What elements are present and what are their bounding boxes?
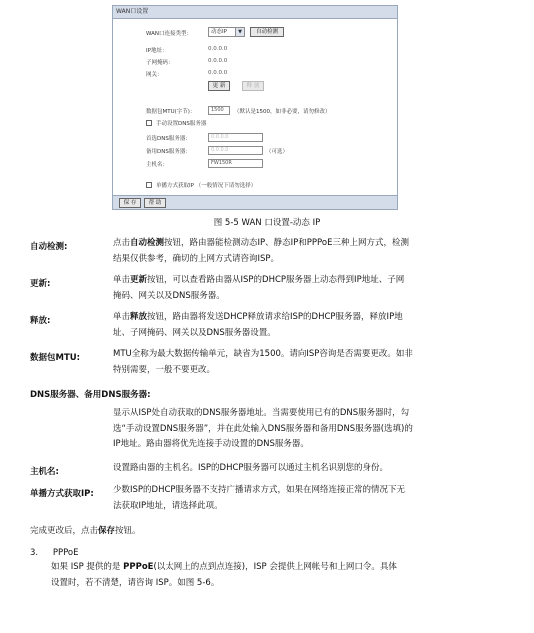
section-line1-pre: 如果 ISP 提供的是	[51, 562, 124, 572]
save-button[interactable]: 保 存	[119, 198, 141, 208]
unicast-label: 单播方式获取IP （一般情况下请勿选择）	[156, 183, 257, 189]
release-desc	[113, 310, 483, 341]
optional-hint: （可选）	[266, 149, 289, 155]
hostname-label: 主机名：	[146, 162, 169, 168]
dns-term: DNS服务器、备用DNS服务器:	[30, 390, 151, 400]
mtu-term: 数据包MTU:	[30, 353, 81, 363]
mtu-line2: 特别需要，一般不要更改。	[113, 364, 216, 375]
screenshot-title: WAN口设置	[113, 6, 397, 19]
dns-line2: 选“手动设置DNS服务器”，并在此处输入DNS服务器和备用DNS服务器(选填)的	[113, 423, 413, 434]
primary-dns-input[interactable]: 0.0.0.0	[208, 133, 263, 142]
section-line2: 设置时，若不清楚，请咨询 ISP。如图 5-6。	[51, 577, 220, 588]
mtu-line1: MTU全称为最大数据传输单元，缺省为1500。请向ISP咨询是否需要更改。如非	[113, 349, 413, 359]
renew-desc	[113, 273, 483, 304]
unicast-term: 单播方式获取IP:	[30, 489, 94, 499]
secondary-dns-input[interactable]: 0.0.0.0	[208, 146, 263, 155]
renew-button[interactable]: 更 新	[208, 81, 230, 91]
manual-dns-label: 手动设置DNS服务器	[156, 121, 207, 127]
finish-line	[30, 524, 141, 536]
release-button[interactable]: 释 放	[242, 81, 264, 91]
hostname-desc	[113, 461, 483, 477]
hostname-input[interactable]: FW150R	[208, 159, 263, 168]
unicast-checkbox[interactable]	[146, 182, 152, 188]
renew-line1: 按钮，可以查看路由器从ISP的DHCP服务器上动态得到IP地址、子网	[147, 275, 405, 285]
unicast-desc	[113, 483, 483, 514]
dns-desc	[113, 406, 483, 453]
gateway-label: 网关：	[146, 72, 163, 78]
conn-type-value: 动态IP	[211, 29, 227, 35]
auto-detect-desc	[113, 236, 483, 267]
renew-term: 更新:	[30, 279, 51, 289]
ip-label: IP地址：	[146, 48, 168, 54]
secondary-dns-label: 备用DNS服务器：	[146, 149, 191, 155]
mtu-desc	[113, 347, 483, 378]
chevron-down-icon: ▼	[235, 28, 244, 36]
release-line2: 址、子网掩码、网关以及DNS服务器设置。	[113, 327, 276, 338]
wan-settings-screenshot	[112, 5, 398, 210]
section-number: 3.	[30, 548, 39, 558]
release-line1: 按钮，路由器将发送DHCP释放请求给ISP的DHCP服务器，释放IP地	[147, 312, 403, 322]
hostname-term: 主机名:	[30, 467, 59, 477]
auto-detect-line1: 按钮，路由器能检测动态IP、静态IP和PPPoE三种上网方式，检测	[164, 238, 409, 248]
auto-detect-term: 自动检测:	[30, 242, 68, 252]
unicast-line1: 少数ISP的DHCP服务器不支持广播请求方式，如果在网络连接正常的情况下无	[113, 485, 406, 495]
finish-pre: 完成更改后，点击	[30, 526, 99, 536]
ip-value: 0.0.0.0	[208, 46, 228, 52]
mtu-input[interactable]: 1500	[208, 106, 230, 115]
release-pre: 单击	[113, 312, 131, 322]
mtu-hint: （默认是1500，如非必要，请勿修改）	[234, 109, 331, 115]
section-title: PPPoE	[52, 548, 79, 558]
release-bold: 释放	[130, 312, 148, 322]
section-line1-bold: PPPoE	[123, 562, 154, 572]
dns-line3: IP地址。路由器将优先连接手动设置的DNS服务器。	[113, 439, 309, 449]
section-heading	[30, 548, 78, 558]
auto-detect-bold: 自动检测	[130, 238, 165, 248]
mtu-label: 数据包MTU(字节)：	[146, 109, 196, 115]
renew-bold: 更新	[130, 275, 148, 285]
auto-detect-button[interactable]: 自动检测	[250, 27, 284, 37]
renew-pre: 单击	[113, 275, 131, 285]
finish-post: 按钮。	[115, 526, 141, 536]
manual-dns-checkbox[interactable]	[146, 120, 152, 126]
finish-bold: 保存	[98, 526, 116, 536]
figure-caption: 图 5-5 WAN 口设置-动态 IP	[213, 218, 321, 228]
mask-value: 0.0.0.0	[208, 58, 228, 64]
conn-type-label: WAN口连接类型：	[146, 31, 193, 37]
hostname-line1: 设置路由器的主机名。ISP的DHCP服务器可以通过主机名识别您的身份。	[113, 463, 389, 473]
auto-detect-line2: 结果仅供参考，确切的上网方式请咨询ISP。	[113, 253, 280, 264]
help-button[interactable]: 帮 助	[144, 198, 166, 208]
mask-label: 子网掩码：	[146, 60, 174, 66]
section-body	[51, 560, 483, 591]
unicast-line2: 法获取IP地址，请选择此项。	[113, 500, 223, 511]
auto-detect-pre: 点击	[113, 238, 131, 248]
gateway-value: 0.0.0.0	[208, 70, 228, 76]
dns-line1: 显示从ISP处自动获取的DNS服务器地址。当需要使用已有的DNS服务器时，勾	[113, 408, 410, 418]
release-term: 释放:	[30, 316, 51, 326]
primary-dns-label: 首选DNS服务器：	[146, 136, 191, 142]
renew-line2: 掩码、网关以及DNS服务器。	[113, 290, 225, 301]
section-line1-post: (以太网上的点到点连接)，ISP 会提供上网帐号和上网口令。具体	[153, 562, 397, 572]
conn-type-select[interactable]	[208, 27, 245, 37]
